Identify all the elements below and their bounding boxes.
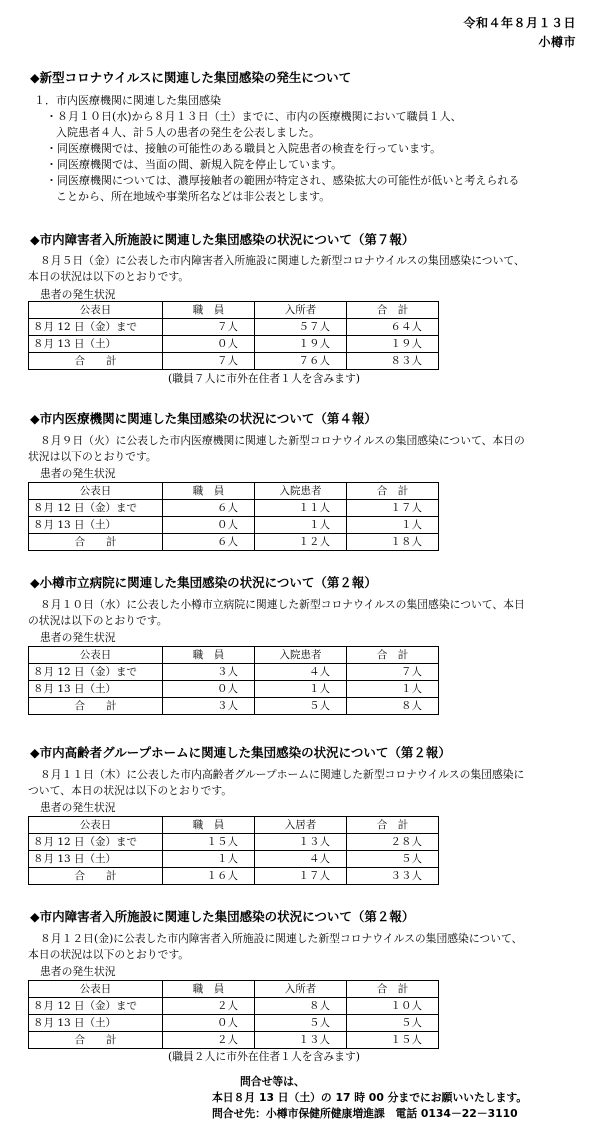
table-cell: 合 計 <box>29 534 163 551</box>
table-cell: １９人 <box>255 336 347 353</box>
table-header-cell: 公表日 <box>29 981 163 998</box>
section3-table <box>28 482 439 551</box>
section4-para-line: の状況は以下のとおりです。 <box>28 614 168 627</box>
section4-para-line: ８月１０日（水）に公表した小樽市立病院に関連した新型コロナウイルスの集団感染について、本日 <box>40 598 525 611</box>
table-cell: ７人 <box>163 319 255 336</box>
table-cell: ８月 13 日（土） <box>29 517 163 534</box>
table-cell: ５人 <box>347 851 439 868</box>
section5-para-line: ８月１１日（木）に公表した市内高齢者グループホームに関連した新型コロナウイルスの集団感染に <box>40 768 525 781</box>
table-cell: １９人 <box>347 336 439 353</box>
section6-note: (職員２人に市外在住者１人を含みます) <box>168 1050 360 1063</box>
section2-para-line: 本日の状況は以下のとおりです。 <box>28 270 190 283</box>
section5-heading: ◆市内高齢者グループホームに関連した集団感染の状況について（第２報） <box>30 745 451 760</box>
table-cell: 合 計 <box>29 353 163 370</box>
table-row <box>29 851 439 868</box>
table-cell: １７人 <box>347 500 439 517</box>
table-row <box>29 517 439 534</box>
section6-paragraph <box>28 931 576 963</box>
table-cell: ８３人 <box>347 353 439 370</box>
document-org: 小樽市 <box>538 35 576 49</box>
table-header-cell: 職 員 <box>163 817 255 834</box>
table-header-cell: 入居者 <box>255 817 347 834</box>
table-cell: ２人 <box>163 998 255 1015</box>
section2-para-line: ８月５日（金）に公表した市内障害者入所施設に関連した新型コロナウイルスの集団感染について、 <box>40 254 525 267</box>
table-cell: ８月 12 日（金）まで <box>29 664 163 681</box>
table-cell: 合 計 <box>29 868 163 885</box>
section3-para-line: ８月９日（火）に公表した市内医療機関に関連した新型コロナウイルスの集団感染について、本日の <box>40 434 525 447</box>
table-header-cell: 入所者 <box>255 981 347 998</box>
table-cell: ０人 <box>163 681 255 698</box>
table-cell: ２人 <box>163 1032 255 1049</box>
table-row <box>29 500 439 517</box>
section4-table <box>28 646 439 715</box>
section6-table <box>28 980 439 1049</box>
table-total-row <box>29 1032 439 1049</box>
table-row <box>29 1015 439 1032</box>
table-cell: ８月 12 日（金）まで <box>29 834 163 851</box>
table-cell: １人 <box>255 681 347 698</box>
table-header-cell: 職 員 <box>163 647 255 664</box>
section2-paragraph <box>28 253 576 285</box>
table-cell: ３３人 <box>347 868 439 885</box>
section2-note: (職員７人に市外在住者１人を含みます) <box>168 372 360 385</box>
table-header-cell: 公表日 <box>29 302 163 319</box>
section1-bullet: ・同医療機関では、接触の可能性のある職員と入院患者の検査を行っています。 <box>46 142 442 155</box>
section1-bullet: ・８月１０日(水)から８月１３日（土）までに、市内の医療機関において職員１人、 <box>46 110 462 123</box>
table-row <box>29 664 439 681</box>
section1-bullet: ・同医療機関では、当面の間、新規入院を停止しています。 <box>46 158 343 171</box>
table-header-row <box>29 647 439 664</box>
table-total-row <box>29 353 439 370</box>
table-cell: ８人 <box>255 998 347 1015</box>
table-cell: １人 <box>163 851 255 868</box>
table-header-cell: 合 計 <box>347 302 439 319</box>
section5-table <box>28 816 439 885</box>
table-cell: １７人 <box>255 868 347 885</box>
table-header-cell: 合 計 <box>347 981 439 998</box>
table-cell: ７６人 <box>255 353 347 370</box>
section4-heading: ◆小樽市立病院に関連した集団感染の状況について（第２報） <box>30 575 377 590</box>
section1-item-title: １．市内医療機関に関連した集団感染 <box>34 94 221 107</box>
table-header-cell: 公表日 <box>29 647 163 664</box>
table-cell: ７人 <box>347 664 439 681</box>
section5-para-line: ついて、本日の状況は以下のとおりです。 <box>28 784 233 797</box>
table-header-cell: 入院患者 <box>255 647 347 664</box>
section2-table <box>28 301 439 370</box>
table-cell: １６人 <box>163 868 255 885</box>
table-header-cell: 職 員 <box>163 302 255 319</box>
table-cell: 合 計 <box>29 698 163 715</box>
table-header-cell: 合 計 <box>347 647 439 664</box>
section6-para-line: ８月１２日(金)に公表した市内障害者入所施設に関連した新型コロナウイルスの集団感染について、 <box>40 932 523 945</box>
section2-heading: ◆市内障害者入所施設に関連した集団感染の状況について（第７報） <box>30 232 415 247</box>
table-cell: ８月 13 日（土） <box>29 851 163 868</box>
table-cell: １人 <box>255 517 347 534</box>
table-cell: ０人 <box>163 517 255 534</box>
table-header-cell: 公表日 <box>29 483 163 500</box>
footer-inquiry-title: 問合せ等は、 <box>240 1075 305 1088</box>
table-cell: ６人 <box>163 534 255 551</box>
section1-bullet: ことから、所在地域や事業所名などは非公表とします。 <box>56 190 331 203</box>
table-header-cell: 職 員 <box>163 981 255 998</box>
footer-inquiry-deadline: 本日８月 13 日（土）の 17 時 00 分までにお願いいたします。 <box>212 1091 528 1104</box>
table-cell: １人 <box>347 681 439 698</box>
section1-heading: ◆新型コロナウイルスに関連した集団感染の発生について <box>30 70 352 85</box>
table-cell: ６人 <box>163 500 255 517</box>
section4-table-label: 患者の発生状況 <box>40 631 116 644</box>
table-row <box>29 834 439 851</box>
section5-paragraph <box>28 767 576 799</box>
table-header-row <box>29 483 439 500</box>
table-cell: １５人 <box>347 1032 439 1049</box>
table-cell: ６４人 <box>347 319 439 336</box>
table-cell: ５７人 <box>255 319 347 336</box>
table-cell: ８月 13 日（土） <box>29 336 163 353</box>
section6-heading: ◆市内障害者入所施設に関連した集団感染の状況について（第２報） <box>30 909 415 924</box>
table-cell: ５人 <box>255 1015 347 1032</box>
section3-table-label: 患者の発生状況 <box>40 467 116 480</box>
table-cell: ５人 <box>347 1015 439 1032</box>
table-cell: ０人 <box>163 1015 255 1032</box>
table-cell: ８月 13 日（土） <box>29 681 163 698</box>
section2-table-label: 患者の発生状況 <box>40 288 116 301</box>
table-cell: ０人 <box>163 336 255 353</box>
table-header-cell: 入院患者 <box>255 483 347 500</box>
table-cell: ８月 12 日（金）まで <box>29 500 163 517</box>
table-row <box>29 998 439 1015</box>
section1-bullet: ・同医療機関については、濃厚接触者の範囲が特定され、感染拡大の可能性が低いと考えられる <box>46 174 520 187</box>
table-header-cell: 入所者 <box>255 302 347 319</box>
document-date: 令和４年８月１３日 <box>463 16 576 30</box>
table-row <box>29 336 439 353</box>
table-cell: １０人 <box>347 998 439 1015</box>
table-row <box>29 319 439 336</box>
table-cell: １３人 <box>255 1032 347 1049</box>
section1-bullet: 入院患者４人、計５人の患者の発生を公表しました。 <box>56 126 320 139</box>
table-total-row <box>29 698 439 715</box>
table-row <box>29 681 439 698</box>
section4-paragraph <box>28 597 576 629</box>
table-cell: ４人 <box>255 851 347 868</box>
section6-table-label: 患者の発生状況 <box>40 965 116 978</box>
section3-paragraph <box>28 433 576 465</box>
table-total-row <box>29 534 439 551</box>
section6-para-line: 本日の状況は以下のとおりです。 <box>28 948 190 961</box>
table-cell: ４人 <box>255 664 347 681</box>
table-cell: １２人 <box>255 534 347 551</box>
table-header-cell: 職 員 <box>163 483 255 500</box>
table-cell: ８月 13 日（土） <box>29 1015 163 1032</box>
table-header-row <box>29 302 439 319</box>
table-cell: ８人 <box>347 698 439 715</box>
table-header-cell: 合 計 <box>347 817 439 834</box>
table-cell: １１人 <box>255 500 347 517</box>
table-cell: ３人 <box>163 698 255 715</box>
table-cell: ５人 <box>255 698 347 715</box>
section3-para-line: 状況は以下のとおりです。 <box>28 450 157 463</box>
table-cell: １８人 <box>347 534 439 551</box>
table-header-cell: 合 計 <box>347 483 439 500</box>
table-cell: １３人 <box>255 834 347 851</box>
section5-table-label: 患者の発生状況 <box>40 801 116 814</box>
table-cell: １人 <box>347 517 439 534</box>
section3-heading: ◆市内医療機関に関連した集団感染の状況について（第４報） <box>30 411 377 426</box>
table-cell: 合 計 <box>29 1032 163 1049</box>
table-cell: ２８人 <box>347 834 439 851</box>
footer-contact: 問合せ先：小樽市保健所健康増進課 電話 0134－22－3110 <box>212 1107 518 1120</box>
table-cell: ７人 <box>163 353 255 370</box>
table-cell: １５人 <box>163 834 255 851</box>
table-cell: ８月 12 日（金）まで <box>29 998 163 1015</box>
table-header-row <box>29 817 439 834</box>
table-cell: ８月 12 日（金）まで <box>29 319 163 336</box>
table-header-row <box>29 981 439 998</box>
table-cell: ３人 <box>163 664 255 681</box>
table-header-cell: 公表日 <box>29 817 163 834</box>
table-total-row <box>29 868 439 885</box>
